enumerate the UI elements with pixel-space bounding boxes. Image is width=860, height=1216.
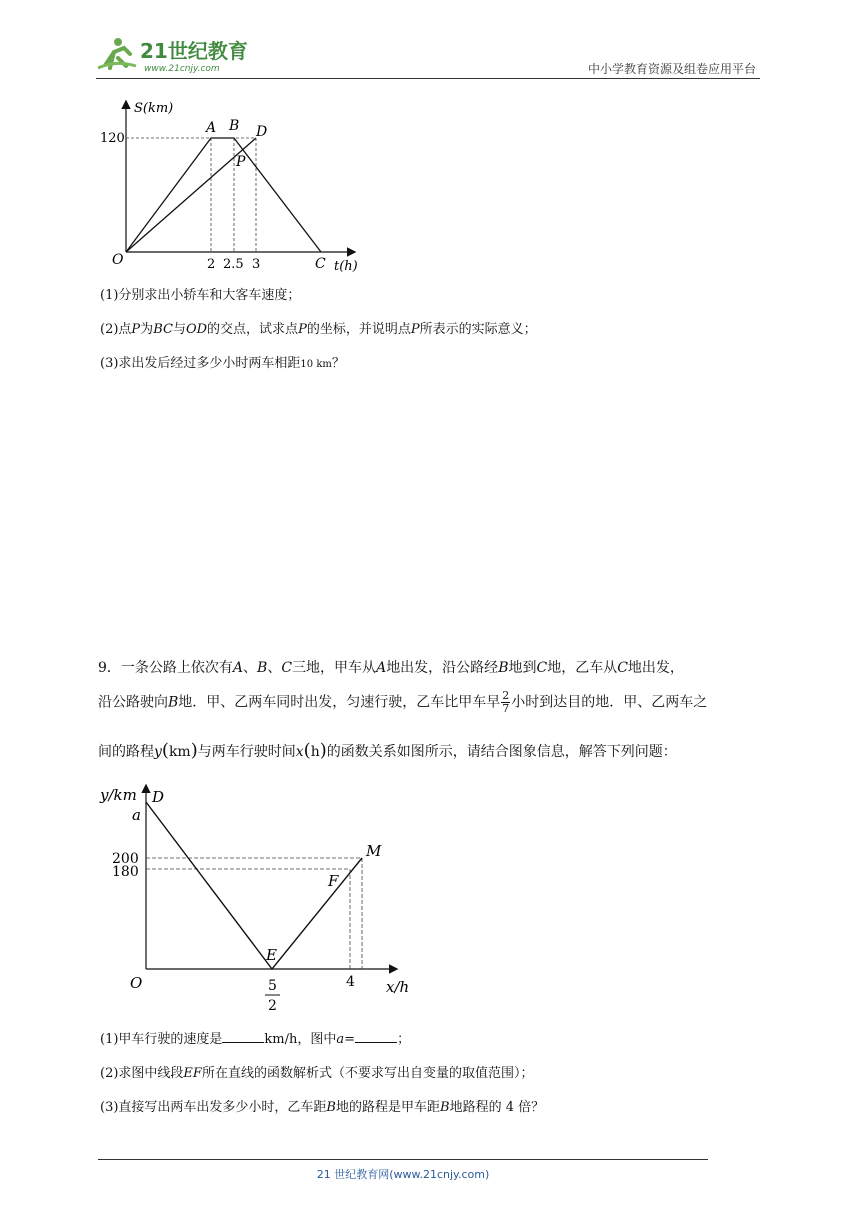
- fraction-2-7: $\frac{2}{7}$: [502, 689, 510, 715]
- origin-label: O: [130, 974, 143, 992]
- figure-1-graph: [96, 96, 376, 278]
- car-line-OABC: [126, 138, 321, 252]
- point-E-label: E: [266, 946, 277, 964]
- header-divider: [96, 78, 760, 79]
- q9-line3: 间的路程y(km)与两车行驶时间x(h)的函数关系如图所示，请结合图象信息，解答下列问题：: [98, 740, 677, 761]
- y-tick-200: 200: [112, 851, 139, 867]
- q8-part1: (1)分别求出小轿车和大客车速度；: [100, 288, 301, 303]
- q9-part2: (2)求图中线段EF所在直线的函数解析式（不要求写出自变量的取值范围）；: [100, 1066, 534, 1081]
- q9-line1: 9．一条公路上依次有A、B、C三地，甲车从A地出发，沿公路经B地到C地，乙车从C地出发，: [98, 660, 684, 676]
- logo: [96, 34, 266, 74]
- x-tick-4: 4: [346, 974, 355, 990]
- q8-part2: (2)点P为BC与OD的交点，试求点P的坐标，并说明点P所表示的实际意义；: [100, 322, 537, 337]
- point-A-label: A: [206, 120, 217, 136]
- answer-blank-a[interactable]: [355, 1030, 397, 1043]
- x-tick-2: 2: [207, 257, 216, 272]
- q9-line2: 沿公路驶向B地．甲、乙两车同时出发，匀速行驶，乙车比甲车早 $\frac{2}{7}$ 小时到达目的地．甲、乙两车之: [98, 689, 708, 715]
- logo-sub-text: www.21cnjy.com: [144, 64, 220, 74]
- point-D-label: D: [152, 788, 165, 806]
- point-C-label: C: [315, 256, 326, 272]
- y-axis-label: S(km): [134, 101, 174, 116]
- y-axis-label: y/km: [100, 786, 137, 804]
- x-axis-label: t(h): [334, 259, 358, 274]
- point-B-label: B: [229, 118, 240, 134]
- x-tick-3: 3: [252, 257, 261, 272]
- q9-part3: (3)直接写出两车出发多少小时，乙车距B地的路程是甲车距B地路程的 4 倍？: [100, 1100, 545, 1115]
- footer-divider: [98, 1159, 708, 1160]
- x-tick-frac-den: 2: [268, 998, 277, 1014]
- runner-icon: [98, 38, 136, 68]
- x-tick-2-5: 2.5: [223, 257, 244, 272]
- origin-label: O: [112, 252, 124, 268]
- point-P-label: P: [236, 154, 246, 170]
- figure-2-graph: [96, 778, 426, 1028]
- q9-part1: (1)甲车行驶的速度是 km/h，图中a= ；: [100, 1032, 411, 1047]
- page-header: [96, 28, 760, 80]
- y-tick-120: 120: [100, 131, 125, 146]
- site-name: 中小学教育资源及组卷应用平台: [587, 62, 756, 76]
- point-D-label: D: [256, 124, 268, 140]
- y-tick-180: 180: [112, 864, 139, 880]
- point-M-label: M: [366, 842, 382, 860]
- x-tick-frac-num: 5: [268, 978, 277, 994]
- q8-part3: (3)求出发后经过多少小时两车相距10 km？: [100, 356, 345, 371]
- a-label: a: [132, 806, 141, 824]
- point-F-label: F: [328, 872, 339, 890]
- footer-text: 21 世纪教育网(www.21cnjy.com): [316, 1168, 490, 1181]
- answer-blank-speed[interactable]: [222, 1030, 264, 1043]
- logo-main-text: 21世纪教育: [140, 39, 248, 63]
- x-axis-label: x/h: [386, 978, 410, 996]
